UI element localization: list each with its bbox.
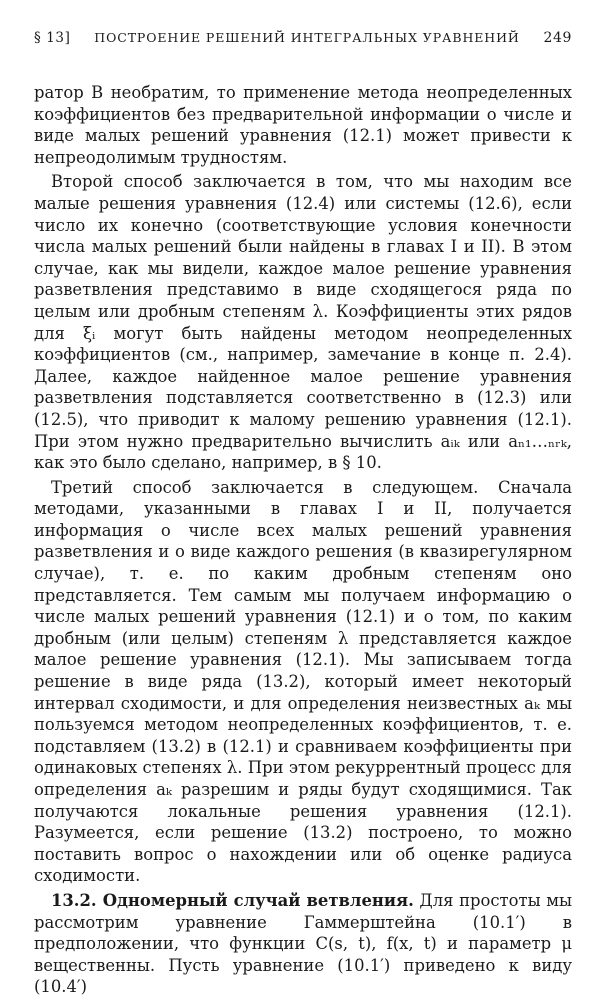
section-heading: 13.2. Одномерный случай ветвления. bbox=[51, 890, 414, 910]
section-text: Для простоты мы рассмотрим уравнение Гаммерштейна (10.1′) в предположении, что функции C(s, t), f(x, t) и параметр μ вещественны. Пусть уравнение (10.1′) приведено к виду (10.4′) bbox=[34, 890, 572, 997]
paragraph-second-method: Второй способ заключается в том, что мы находим все малые решения уравнения (12.4) или системы (12.6), если число их конечно (соответствующие условия конечности числа малых решений были найдены в главах I и II). В этом случае, как мы видели, каждое малое решение уравнения разветвления представимо в виде сходящегося ряда по целым или дробным степеням λ. Коэффициенты этих рядов для ξᵢ могут быть найдены методом неопределенных коэффициентов (см., например, замечание в конце п. 2.4). Далее, каждое найденное малое решение уравнения разветвления подставляется соответственно в (12.3) или (12.5), что приводит к малому решению уравнения (12.1). При этом нужно предварительно вычислить aᵢₖ или aₙ₁…ₙᵣₖ, как это было сделано, например, в § 10. bbox=[34, 172, 572, 473]
paragraph-section-13-2 bbox=[34, 890, 572, 998]
book-page bbox=[34, 30, 572, 1000]
page-number: 249 bbox=[543, 30, 572, 46]
paragraph-continuation: ратор B необратим, то применение метода неопределенных коэффициентов без предварительной информации о числе и виде малых решений уравнения (12.1) может привести к непреодолимым трудностям. bbox=[34, 83, 572, 167]
header-section: § 13] bbox=[34, 30, 71, 46]
header-title: ПОСТРОЕНИЕ РЕШЕНИЙ ИНТЕГРАЛЬНЫХ УРАВНЕНИЙ bbox=[94, 30, 520, 45]
running-header bbox=[34, 30, 572, 54]
paragraph-third-method: Третий способ заключается в следующем. Сначала методами, указанными в главах I и II, получается информация о числе всех малых решений уравнения разветвления и о виде каждого решения (в квазирегулярном случае), т. е. по каким дробным степеням оно представляется. Тем самым мы получаем информацию о числе малых решений уравнения (12.1) и о том, по каким дробным (или целым) степеням λ представляется каждое малое решение уравнения (12.1). Мы записываем тогда решение в виде ряда (13.2), который имеет некоторый интервал сходимости, и для определения неизвестных aₖ мы пользуемся методом неопределенных коэффициентов, т. е. подставляем (13.2) в (12.1) и сравниваем коэффициенты при одинаковых степенях λ. При этом рекуррентный процесс для определения aₖ разрешим и ряды будут сходящимися. Так получаются локальные решения уравнения (12.1). Разумеется, если решение (13.2) построено, то можно поставить вопрос о нахождении или об оценке радиуса сходимости. bbox=[34, 477, 572, 886]
